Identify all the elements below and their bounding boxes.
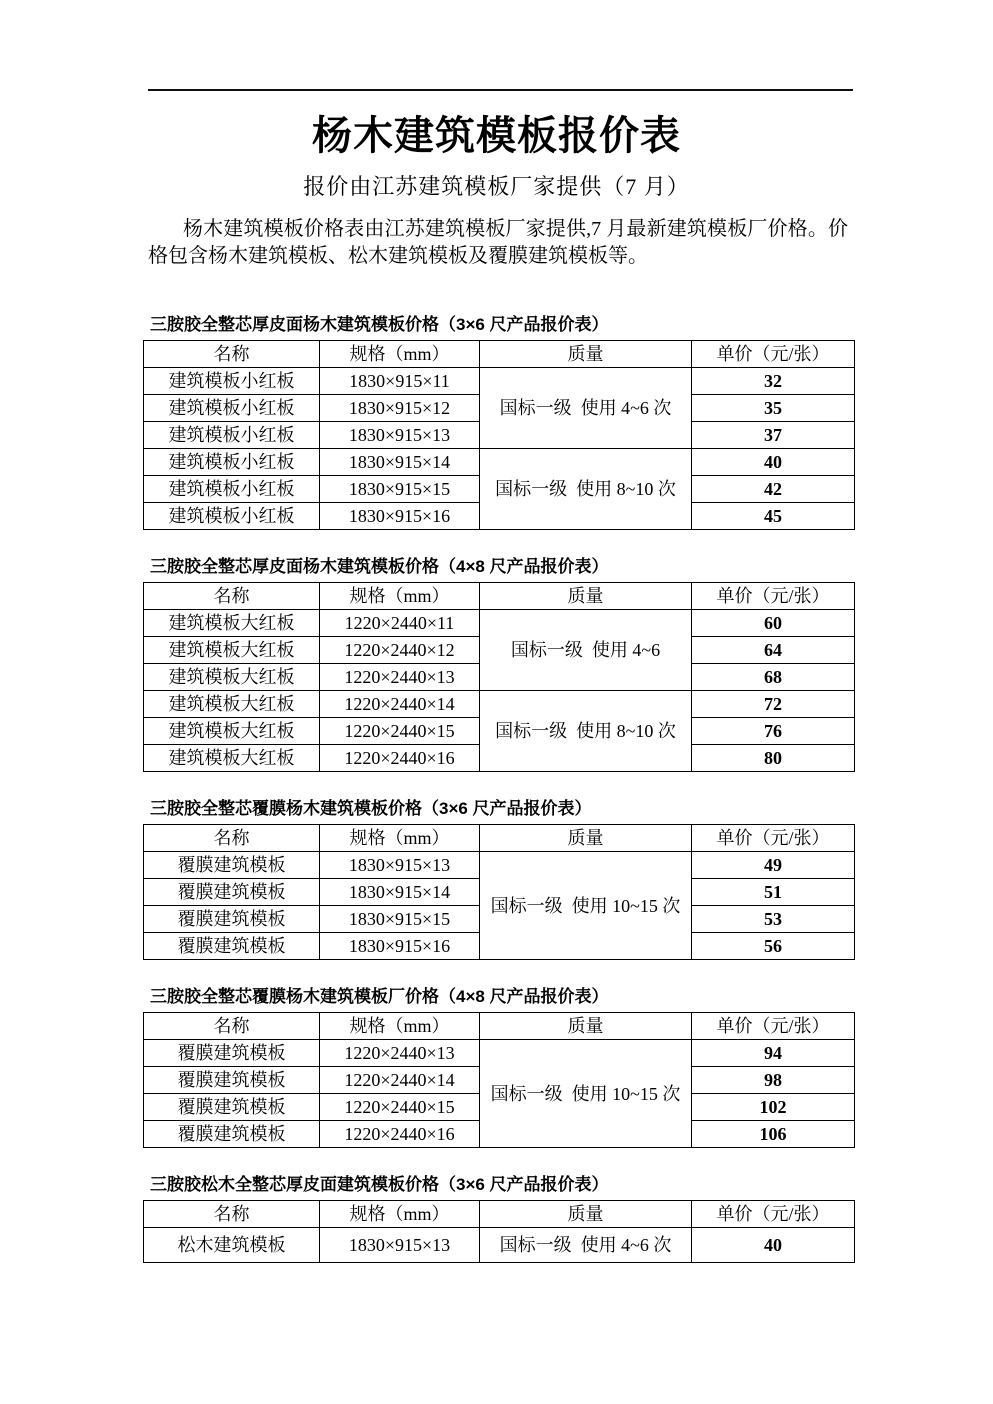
spec-cell: 1830×915×13 [320,422,480,449]
price-cell: 56 [692,933,855,960]
spec-cell: 1220×2440×16 [320,1121,480,1148]
spec-cell: 1220×2440×15 [320,718,480,745]
column-header: 规格（mm） [320,1013,480,1040]
doc-subtitle: 报价由江苏建筑模板厂家提供（7 月） [303,174,690,199]
column-header: 单价（元/张） [692,341,855,368]
price-table-section [143,1175,854,1263]
price-cell: 76 [692,718,855,745]
spec-cell: 1220×2440×14 [320,1067,480,1094]
spec-cell: 1220×2440×13 [320,1040,480,1067]
price-cell: 102 [692,1094,855,1121]
quality-cell: 国标一级 使用 4~6 [480,610,692,691]
column-header: 质量 [480,341,692,368]
price-cell: 53 [692,906,855,933]
table-heading: 三胺胶全整芯覆膜杨木建筑模板厂价格（4×8 尺产品报价表） [150,987,609,1006]
column-header: 名称 [144,583,320,610]
table-row [144,1228,855,1263]
spec-cell: 1830×915×13 [320,852,480,879]
price-cell: 68 [692,664,855,691]
price-cell: 32 [692,368,855,395]
product-name-cell: 覆膜建筑模板 [144,933,320,960]
top-rule [148,89,853,91]
price-table-section [143,987,854,1148]
spec-cell: 1830×915×13 [320,1228,480,1263]
spec-cell: 1830×915×15 [320,476,480,503]
table-heading: 三胺胶全整芯覆膜杨木建筑模板价格（3×6 尺产品报价表） [150,799,592,818]
header-row [144,825,855,852]
price-table-section [143,315,854,530]
column-header: 名称 [144,1013,320,1040]
column-header: 规格（mm） [320,825,480,852]
spec-cell: 1830×915×16 [320,503,480,530]
table-row [144,368,855,395]
column-header: 质量 [480,1013,692,1040]
column-header: 单价（元/张） [692,1201,855,1228]
quality-cell: 国标一级 使用 4~6 次 [480,1228,692,1263]
column-header: 规格（mm） [320,583,480,610]
product-name-cell: 建筑模板小红板 [144,422,320,449]
column-header: 规格（mm） [320,1201,480,1228]
price-cell: 51 [692,879,855,906]
quality-cell: 国标一级 使用 8~10 次 [480,691,692,772]
tables-area [143,315,854,1263]
price-cell: 40 [692,1228,855,1263]
price-table [143,340,855,530]
column-header: 质量 [480,1201,692,1228]
product-name-cell: 覆膜建筑模板 [144,1067,320,1094]
product-name-cell: 建筑模板大红板 [144,718,320,745]
spec-cell: 1220×2440×14 [320,691,480,718]
table-row [144,449,855,476]
price-cell: 98 [692,1067,855,1094]
header-row [144,1201,855,1228]
product-name-cell: 覆膜建筑模板 [144,879,320,906]
product-name-cell: 建筑模板大红板 [144,691,320,718]
column-header: 名称 [144,825,320,852]
spec-cell: 1220×2440×11 [320,610,480,637]
spec-cell: 1830×915×12 [320,395,480,422]
header-row [144,1013,855,1040]
price-cell: 72 [692,691,855,718]
table-row [144,610,855,637]
product-name-cell: 建筑模板小红板 [144,395,320,422]
spec-cell: 1220×2440×15 [320,1094,480,1121]
column-header: 单价（元/张） [692,825,855,852]
quality-cell: 国标一级 使用 4~6 次 [480,368,692,449]
product-name-cell: 覆膜建筑模板 [144,1094,320,1121]
column-header: 单价（元/张） [692,1013,855,1040]
table-row [144,852,855,879]
header-row [144,341,855,368]
table-heading: 三胺胶全整芯厚皮面杨木建筑模板价格（4×8 尺产品报价表） [150,557,609,576]
product-name-cell: 建筑模板小红板 [144,449,320,476]
price-cell: 94 [692,1040,855,1067]
spec-cell: 1830×915×16 [320,933,480,960]
price-table [143,1012,855,1148]
column-header: 名称 [144,341,320,368]
column-header: 名称 [144,1201,320,1228]
price-table [143,582,855,772]
price-cell: 80 [692,745,855,772]
column-header: 质量 [480,583,692,610]
spec-cell: 1220×2440×12 [320,637,480,664]
intro-paragraph: 杨木建筑模板价格表由江苏建筑模板厂家提供,7 月最新建筑模板厂价格。价格包含杨木建筑模板、松木建筑模板及覆膜建筑模板等。 [148,218,848,267]
header-row [144,583,855,610]
product-name-cell: 建筑模板大红板 [144,610,320,637]
price-cell: 37 [692,422,855,449]
price-cell: 42 [692,476,855,503]
price-cell: 45 [692,503,855,530]
product-name-cell: 建筑模板小红板 [144,368,320,395]
quality-cell: 国标一级 使用 10~15 次 [480,1040,692,1148]
quality-cell: 国标一级 使用 8~10 次 [480,449,692,530]
table-row [144,1040,855,1067]
product-name-cell: 覆膜建筑模板 [144,852,320,879]
price-table-section [143,557,854,772]
price-table [143,824,855,960]
product-name-cell: 覆膜建筑模板 [144,1121,320,1148]
price-cell: 60 [692,610,855,637]
spec-cell: 1830×915×15 [320,906,480,933]
product-name-cell: 建筑模板小红板 [144,503,320,530]
spec-cell: 1220×2440×16 [320,745,480,772]
column-header: 规格（mm） [320,341,480,368]
spec-cell: 1830×915×14 [320,449,480,476]
price-cell: 49 [692,852,855,879]
table-row [144,691,855,718]
price-table [143,1200,855,1263]
spec-cell: 1220×2440×13 [320,664,480,691]
column-header: 质量 [480,825,692,852]
price-cell: 106 [692,1121,855,1148]
product-name-cell: 建筑模板大红板 [144,745,320,772]
product-name-cell: 建筑模板小红板 [144,476,320,503]
doc-title: 杨木建筑模板报价表 [312,114,681,158]
price-cell: 35 [692,395,855,422]
spec-cell: 1830×915×14 [320,879,480,906]
product-name-cell: 建筑模板大红板 [144,637,320,664]
price-table-section [143,799,854,960]
price-cell: 64 [692,637,855,664]
product-name-cell: 建筑模板大红板 [144,664,320,691]
product-name-cell: 覆膜建筑模板 [144,1040,320,1067]
spec-cell: 1830×915×11 [320,368,480,395]
table-heading: 三胺胶松木全整芯厚皮面建筑模板价格（3×6 尺产品报价表） [150,1175,609,1194]
table-heading: 三胺胶全整芯厚皮面杨木建筑模板价格（3×6 尺产品报价表） [150,315,609,334]
product-name-cell: 覆膜建筑模板 [144,906,320,933]
product-name-cell: 松木建筑模板 [144,1228,320,1263]
price-cell: 40 [692,449,855,476]
column-header: 单价（元/张） [692,583,855,610]
quality-cell: 国标一级 使用 10~15 次 [480,852,692,960]
